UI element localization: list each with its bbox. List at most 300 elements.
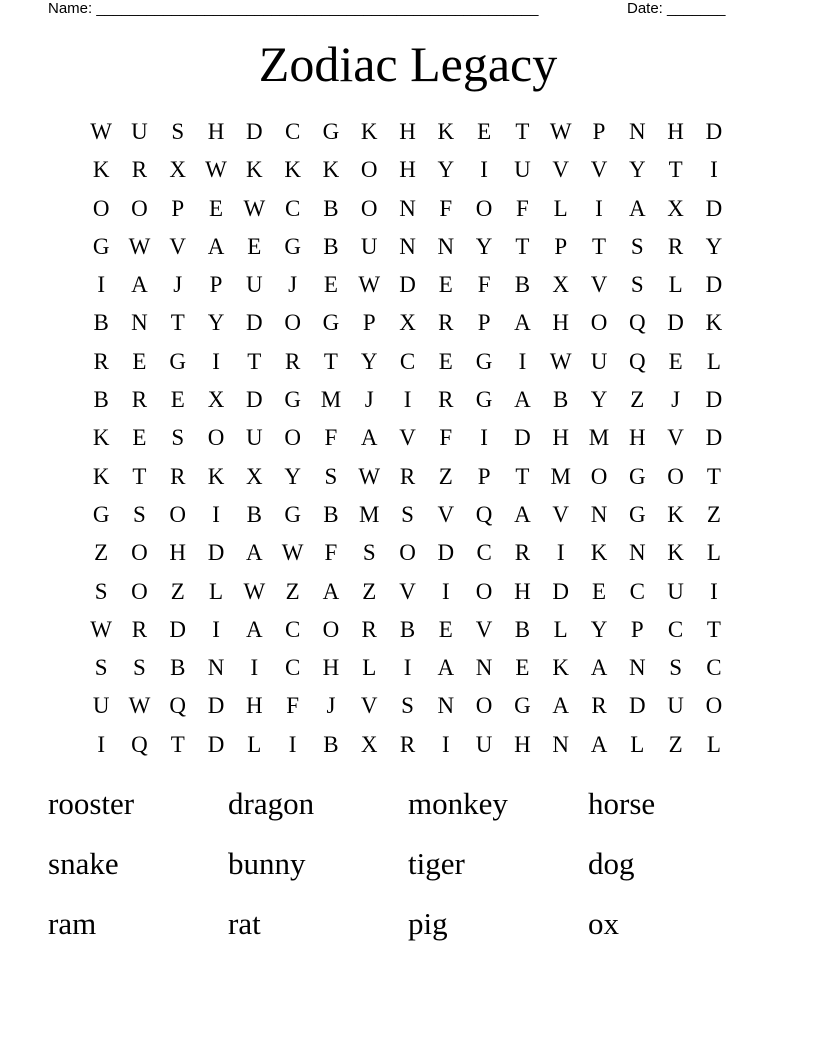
grid-letter: A xyxy=(552,693,570,719)
grid-letter: P xyxy=(171,195,185,221)
grid-letter: K xyxy=(590,540,608,566)
grid-letter: N xyxy=(437,233,455,259)
grid-letter: B xyxy=(514,616,531,642)
grid-letter: G xyxy=(628,463,646,489)
grid-letter: K xyxy=(437,119,455,144)
grid-letter: N xyxy=(437,693,455,719)
grid-letter: S xyxy=(401,501,414,527)
grid-letter: H xyxy=(207,119,225,144)
grid-letter: D xyxy=(667,310,684,336)
grid-letter: L xyxy=(362,655,377,681)
grid-letter: G xyxy=(322,310,340,336)
grid-letter: B xyxy=(323,731,339,757)
grid-letter: R xyxy=(284,348,301,374)
grid-letter: N xyxy=(399,195,416,221)
grid-letter: U xyxy=(246,272,263,298)
grid-letter: R xyxy=(170,463,186,489)
grid-letter: T xyxy=(515,119,530,144)
grid-letter: L xyxy=(668,272,683,298)
grid-letter: U xyxy=(667,693,684,719)
grid-letter: C xyxy=(629,578,645,604)
grid-letter: G xyxy=(284,387,301,413)
grid-letter: L xyxy=(553,195,568,221)
grid-letter: T xyxy=(132,463,147,489)
grid-letter: H xyxy=(514,731,531,757)
grid-letter: R xyxy=(131,157,148,183)
grid-letter: Q xyxy=(475,501,493,527)
grid-letter: W xyxy=(281,540,304,566)
grid-letter: I xyxy=(212,348,220,374)
grid-letter: C xyxy=(706,655,722,681)
grid-letter: E xyxy=(438,348,453,374)
grid-letter: D xyxy=(628,693,646,719)
grid-letter: V xyxy=(667,425,684,451)
grid-letter: D xyxy=(437,540,455,566)
grid-letter: Y xyxy=(284,463,301,489)
grid-letter: Y xyxy=(437,157,455,183)
grid-letter: H xyxy=(552,310,570,336)
grid-letter: Y xyxy=(360,348,378,374)
grid-letter: D xyxy=(169,616,187,642)
grid-letter: B xyxy=(93,387,109,413)
grid-letter: O xyxy=(169,501,187,527)
grid-letter: K xyxy=(92,157,110,183)
grid-letter: U xyxy=(667,578,684,604)
grid-letter: X xyxy=(207,387,225,413)
grid-letter: V xyxy=(475,616,493,642)
grid-letter: N xyxy=(552,731,570,757)
grid-letter: S xyxy=(669,655,682,681)
grid-letter: G xyxy=(284,501,301,527)
grid-letter: S xyxy=(133,655,146,681)
grid-letter: G xyxy=(284,233,301,259)
grid-letter: P xyxy=(592,119,606,144)
grid-letter: I xyxy=(212,501,220,527)
grid-letter: S xyxy=(171,425,185,451)
grid-letter: N xyxy=(628,540,646,566)
grid-letter: E xyxy=(438,272,453,298)
grid-letter: O xyxy=(590,463,608,489)
grid-letter: D xyxy=(246,310,263,336)
grid-letter: C xyxy=(284,616,301,642)
grid-letter: C xyxy=(284,655,301,681)
grid-letter: C xyxy=(399,348,416,374)
grid-letter: W xyxy=(549,348,572,374)
grid-letter: V xyxy=(552,501,570,527)
grid-letter: A xyxy=(360,425,378,451)
grid-letter: I xyxy=(250,655,259,681)
grid-letter: O xyxy=(475,578,493,604)
word-bank-item: pig xyxy=(408,906,448,941)
grid-letter: H xyxy=(246,693,263,719)
grid-letter: F xyxy=(324,425,338,451)
grid-letter: K xyxy=(92,425,110,451)
grid-letter: D xyxy=(705,195,723,221)
grid-letter: O xyxy=(131,195,148,221)
grid-letter: S xyxy=(94,578,108,604)
grid-letter: V xyxy=(590,157,608,183)
grid-letter: G xyxy=(475,387,493,413)
grid-letter: I xyxy=(403,387,412,413)
grid-letter: E xyxy=(132,348,147,374)
grid-letter: Y xyxy=(705,233,723,259)
grid-letter: S xyxy=(133,501,146,527)
grid-letter: I xyxy=(556,540,565,566)
grid-letter: E xyxy=(170,387,185,413)
grid-letter: E xyxy=(591,578,607,604)
grid-letter: O xyxy=(131,578,148,604)
word-bank-item: horse xyxy=(588,786,656,821)
word-bank-item: dog xyxy=(588,846,635,881)
grid-letter: F xyxy=(286,693,300,719)
grid-letter: O xyxy=(667,463,684,489)
grid-letter: R xyxy=(399,463,416,489)
grid-letter: A xyxy=(246,616,263,642)
grid-letter: R xyxy=(93,348,109,374)
grid-letter: A xyxy=(322,578,340,604)
grid-letter: Q xyxy=(169,693,187,719)
grid-letter: F xyxy=(439,425,453,451)
grid-letter: U xyxy=(360,233,378,259)
grid-letter: A xyxy=(246,540,263,566)
grid-letter: T xyxy=(170,731,185,757)
grid-letter: A xyxy=(590,655,608,681)
grid-letter: J xyxy=(288,272,298,298)
grid-letter: O xyxy=(360,195,378,221)
grid-letter: L xyxy=(247,731,262,757)
grid-letter: X xyxy=(399,310,416,336)
grid-letter: I xyxy=(288,731,297,757)
grid-letter: I xyxy=(441,731,450,757)
grid-letter: W xyxy=(358,272,381,298)
grid-letter: P xyxy=(477,310,491,336)
grid-letter: O xyxy=(207,425,225,451)
grid-letter: A xyxy=(514,387,531,413)
grid-letter: W xyxy=(90,616,112,642)
grid-letter: W xyxy=(243,578,266,604)
grid-letter: P xyxy=(209,272,223,298)
grid-letter: I xyxy=(710,578,718,604)
word-bank-item: ram xyxy=(48,906,97,941)
grid-letter: H xyxy=(667,119,684,144)
word-bank-item: tiger xyxy=(408,846,465,881)
grid-letter: O xyxy=(705,693,723,719)
grid-letter: B xyxy=(514,272,531,298)
grid-letter: B xyxy=(170,655,186,681)
grid-letter: L xyxy=(553,616,568,642)
grid-letter: T xyxy=(706,616,721,642)
grid-letter: Y xyxy=(475,233,493,259)
grid-letter: G xyxy=(475,348,493,374)
grid-letter: I xyxy=(480,157,488,183)
grid-letter: H xyxy=(169,540,187,566)
grid-letter: P xyxy=(362,310,376,336)
grid-letter: K xyxy=(552,655,570,681)
grid-letter: E xyxy=(477,119,492,144)
grid-letter: Y xyxy=(590,616,608,642)
word-bank-item: snake xyxy=(48,846,119,881)
grid-letter: K xyxy=(667,501,684,527)
grid-letter: R xyxy=(131,616,148,642)
grid-letter: C xyxy=(284,195,301,221)
grid-letter: O xyxy=(360,157,378,183)
grid-letter: Y xyxy=(207,310,225,336)
grid-letter: U xyxy=(590,348,608,374)
grid-letter: J xyxy=(173,272,183,298)
grid-letter: B xyxy=(553,387,569,413)
grid-letter: T xyxy=(668,157,683,183)
grid-letter: Q xyxy=(131,731,148,757)
grid-letter: V xyxy=(399,578,416,604)
grid-letter: S xyxy=(401,693,414,719)
grid-letter: G xyxy=(514,693,531,719)
grid-letter: L xyxy=(630,731,645,757)
grid-letter: D xyxy=(207,693,225,719)
grid-letter: V xyxy=(590,272,608,298)
grid-letter: I xyxy=(212,616,220,642)
grid-letter: Z xyxy=(285,578,300,604)
grid-letter: D xyxy=(246,119,263,144)
grid-letter: Y xyxy=(628,157,646,183)
grid-letter: B xyxy=(323,195,339,221)
grid-letter: H xyxy=(399,119,416,144)
grid-letter: X xyxy=(246,463,263,489)
grid-letter: G xyxy=(92,501,110,527)
grid-letter: P xyxy=(477,463,491,489)
grid-letter: Z xyxy=(438,463,453,489)
letter-grid xyxy=(82,113,733,764)
grid-letter: R xyxy=(361,616,377,642)
grid-letter: T xyxy=(247,348,262,374)
grid-letter: U xyxy=(131,119,148,144)
date-field[interactable]: Date: _______ xyxy=(627,0,726,17)
grid-letter: J xyxy=(326,693,336,719)
grid-letter: T xyxy=(323,348,338,374)
grid-letter: N xyxy=(475,655,493,681)
grid-letter: U xyxy=(514,157,531,183)
grid-letter: V xyxy=(399,425,416,451)
grid-letter: M xyxy=(550,463,571,489)
grid-letter: B xyxy=(323,501,339,527)
grid-letter: I xyxy=(595,195,603,221)
grid-letter: W xyxy=(358,463,381,489)
grid-letter: E xyxy=(247,233,262,259)
grid-letter: I xyxy=(518,348,527,374)
grid-letter: E xyxy=(515,655,530,681)
grid-letter: X xyxy=(360,731,378,757)
grid-letter: A xyxy=(207,233,225,259)
grid-letter: S xyxy=(94,655,108,681)
grid-letter: D xyxy=(399,272,416,298)
grid-letter: D xyxy=(705,272,723,298)
word-bank-item: rat xyxy=(228,906,261,941)
grid-letter: R xyxy=(514,540,531,566)
grid-letter: F xyxy=(516,195,529,221)
grid-letter: H xyxy=(628,425,646,451)
grid-letter: O xyxy=(131,540,148,566)
grid-letter: J xyxy=(671,387,681,413)
grid-letter: O xyxy=(284,425,301,451)
grid-letter: I xyxy=(403,655,412,681)
grid-letter: D xyxy=(246,387,263,413)
grid-letter: W xyxy=(90,119,112,144)
grid-letter: G xyxy=(169,348,187,374)
grid-letter: G xyxy=(92,233,110,259)
grid-letter: P xyxy=(554,233,568,259)
grid-letter: I xyxy=(441,578,450,604)
grid-letter: J xyxy=(364,387,374,413)
grid-letter: A xyxy=(437,655,455,681)
grid-letter: M xyxy=(359,501,380,527)
grid-letter: L xyxy=(706,348,721,374)
grid-letter: D xyxy=(705,425,723,451)
grid-letter: A xyxy=(590,731,608,757)
grid-letter: H xyxy=(399,157,416,183)
grid-letter: S xyxy=(324,463,338,489)
grid-letter: H xyxy=(322,655,340,681)
grid-letter: I xyxy=(710,157,718,183)
grid-letter: T xyxy=(591,233,607,259)
grid-letter: N xyxy=(628,119,646,144)
grid-letter: E xyxy=(132,425,147,451)
grid-letter: K xyxy=(92,463,110,489)
grid-letter: D xyxy=(705,387,723,413)
grid-letter: D xyxy=(552,578,570,604)
grid-letter: K xyxy=(207,463,225,489)
grid-letter: F xyxy=(477,272,491,298)
grid-letter: V xyxy=(552,157,570,183)
grid-letter: T xyxy=(515,463,530,489)
grid-letter: W xyxy=(128,693,151,719)
grid-letter: K xyxy=(667,540,684,566)
grid-letter: K xyxy=(246,157,263,183)
grid-letter: R xyxy=(591,693,607,719)
grid-letter: S xyxy=(630,233,644,259)
grid-letter: N xyxy=(131,310,148,336)
grid-letter: Q xyxy=(628,348,646,374)
word-bank xyxy=(48,780,768,960)
grid-letter: M xyxy=(588,425,610,451)
grid-letter: O xyxy=(322,616,340,642)
grid-letter: C xyxy=(667,616,684,642)
grid-letter: R xyxy=(438,310,454,336)
grid-letter: O xyxy=(475,195,493,221)
grid-letter: S xyxy=(362,540,376,566)
grid-letter: A xyxy=(131,272,148,298)
grid-letter: Y xyxy=(590,387,608,413)
grid-letter: G xyxy=(628,501,646,527)
grid-letter: F xyxy=(324,540,338,566)
grid-letter: D xyxy=(207,540,225,566)
grid-letter: N xyxy=(590,501,608,527)
grid-letter: T xyxy=(515,233,530,259)
grid-letter: P xyxy=(630,616,644,642)
grid-letter: S xyxy=(171,119,185,144)
grid-letter: E xyxy=(209,195,224,221)
grid-letter: W xyxy=(549,119,572,144)
grid-letter: Z xyxy=(706,501,721,527)
grid-letter: I xyxy=(97,731,105,757)
grid-letter: Z xyxy=(630,387,645,413)
grid-letter: K xyxy=(322,157,340,183)
word-bank-item: bunny xyxy=(228,846,306,881)
grid-letter: Q xyxy=(628,310,646,336)
grid-letter: R xyxy=(667,233,684,259)
grid-letter: A xyxy=(514,501,531,527)
grid-letter: H xyxy=(514,578,531,604)
grid-letter: D xyxy=(705,119,723,144)
grid-letter: R xyxy=(399,731,416,757)
grid-letter: O xyxy=(475,693,493,719)
grid-letter: E xyxy=(668,348,683,374)
grid-letter: L xyxy=(209,578,224,604)
grid-letter: X xyxy=(552,272,570,298)
grid-letter: S xyxy=(630,272,644,298)
grid-letter: V xyxy=(169,233,187,259)
grid-letter: U xyxy=(475,731,493,757)
grid-letter: G xyxy=(322,119,340,144)
grid-letter: M xyxy=(320,387,342,413)
grid-letter: I xyxy=(480,425,488,451)
grid-letter: V xyxy=(360,693,378,719)
grid-letter: Z xyxy=(668,731,683,757)
grid-letter: A xyxy=(514,310,531,336)
grid-letter: E xyxy=(323,272,338,298)
grid-letter: O xyxy=(590,310,608,336)
grid-letter: R xyxy=(438,387,454,413)
grid-letter: R xyxy=(131,387,148,413)
word-bank-item: rooster xyxy=(48,786,135,821)
grid-letter: T xyxy=(170,310,185,336)
grid-letter: E xyxy=(438,616,453,642)
grid-letter: D xyxy=(207,731,225,757)
grid-letter: U xyxy=(246,425,263,451)
grid-letter: U xyxy=(92,693,110,719)
grid-letter: O xyxy=(284,310,301,336)
header-line xyxy=(0,0,816,20)
grid-letter: X xyxy=(667,195,684,221)
grid-letter: W xyxy=(205,157,227,183)
grid-letter: A xyxy=(628,195,646,221)
grid-letter: L xyxy=(706,540,721,566)
grid-letter: L xyxy=(706,731,721,757)
grid-letter: T xyxy=(706,463,721,489)
grid-letter: C xyxy=(476,540,492,566)
grid-letter: W xyxy=(128,233,151,259)
grid-letter: B xyxy=(323,233,339,259)
grid-letter: N xyxy=(207,655,225,681)
grid-letter: Z xyxy=(362,578,377,604)
word-bank-item: monkey xyxy=(408,786,508,821)
grid-letter: Z xyxy=(94,540,109,566)
grid-letter: Z xyxy=(170,578,185,604)
name-field[interactable]: Name: _____________________________________________________ xyxy=(48,0,539,17)
word-bank-item: dragon xyxy=(228,786,315,821)
grid-letter: F xyxy=(439,195,453,221)
grid-letter: N xyxy=(628,655,646,681)
grid-letter: H xyxy=(552,425,570,451)
grid-letter: O xyxy=(92,195,110,221)
grid-letter: B xyxy=(399,616,416,642)
grid-letter: C xyxy=(284,119,301,144)
grid-letter: V xyxy=(437,501,455,527)
grid-letter: I xyxy=(97,272,105,298)
grid-letter: B xyxy=(93,310,109,336)
grid-letter: X xyxy=(169,157,187,183)
page-title: Zodiac Legacy xyxy=(258,36,558,92)
grid-letter: O xyxy=(399,540,416,566)
grid-letter: K xyxy=(360,119,378,144)
